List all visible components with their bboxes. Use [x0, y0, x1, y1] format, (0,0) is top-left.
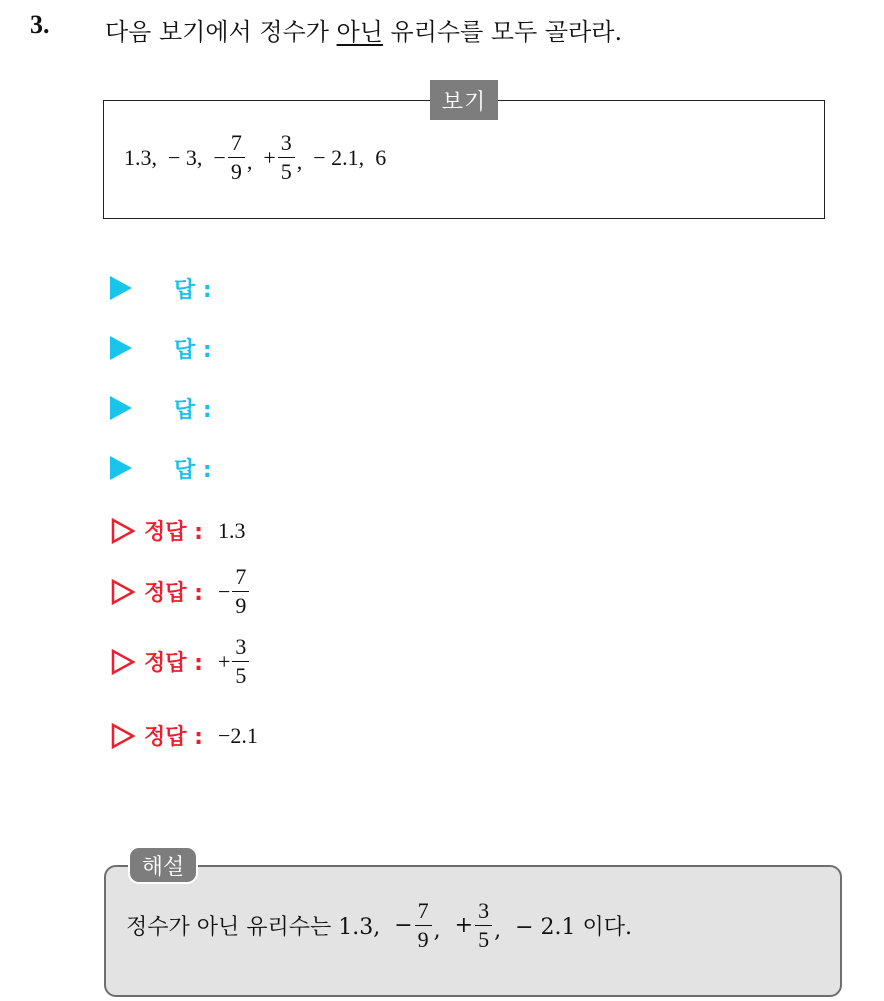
fraction-denominator: 9 — [232, 591, 249, 617]
question-text-before: 다음 보기에서 정수가 — [105, 18, 337, 46]
explanation-comma-3: , — [494, 918, 502, 943]
outline-triangle-icon — [110, 578, 136, 606]
fraction-denominator: 9 — [415, 925, 432, 951]
explanation-text — [126, 900, 632, 951]
fraction-numerator: 7 — [230, 130, 242, 155]
bogi-item-3-sign: − — [213, 144, 226, 170]
bogi-item-6: 6 — [375, 144, 387, 170]
play-triangle-icon — [110, 276, 132, 300]
correct-value-3-sign: + — [218, 648, 231, 674]
answer-label: 답 : — [174, 277, 212, 303]
correct-label: 정답 : — [144, 520, 203, 545]
correct-value-2 — [218, 566, 251, 617]
correct-answer-row — [110, 566, 251, 617]
play-triangle-icon — [110, 336, 132, 360]
correct-value-3-fraction — [232, 636, 249, 687]
correct-value-3 — [218, 636, 251, 687]
correct-label: 정답 : — [144, 651, 203, 676]
answer-row[interactable] — [110, 333, 212, 363]
correct-answer-row — [110, 636, 251, 687]
answer-row[interactable] — [110, 393, 212, 423]
question-text — [105, 12, 622, 47]
correct-value-1: 1.3 — [218, 517, 246, 543]
bogi-item-3-fraction — [228, 132, 245, 183]
bogi-content — [124, 132, 386, 183]
correct-label: 정답 : — [144, 725, 203, 750]
explanation-suffix: − 2.1 이다. — [515, 915, 633, 940]
explanation-comma-2: , — [433, 918, 441, 943]
correct-value-4: −2.1 — [218, 722, 258, 748]
bogi-item-2: − 3, — [168, 144, 203, 170]
fraction-numerator: 3 — [478, 898, 490, 923]
outline-triangle-icon — [110, 648, 136, 676]
explanation-prefix: 정수가 아닌 유리수는 1.3, — [126, 915, 381, 940]
explanation-label: 해설 — [128, 846, 198, 884]
question-number: 3. — [30, 10, 50, 39]
bogi-item-4-sign: + — [263, 144, 276, 170]
fraction-denominator: 5 — [278, 157, 295, 183]
outline-triangle-icon — [110, 517, 136, 545]
bogi-item-5: − 2.1, — [313, 144, 365, 170]
correct-label: 정답 : — [144, 581, 203, 606]
bogi-item-1: 1.3, — [124, 144, 157, 170]
explanation-sign-2: − — [394, 913, 413, 938]
explanation-sign-3: + — [454, 913, 474, 938]
correct-answer-row — [110, 515, 246, 546]
explanation-fraction-3 — [475, 900, 492, 951]
play-triangle-icon — [110, 456, 132, 480]
bogi-item-4-comma: , — [296, 149, 303, 174]
fraction-numerator: 7 — [235, 564, 247, 589]
correct-value-2-sign: − — [218, 578, 231, 604]
fraction-denominator: 5 — [475, 925, 492, 951]
bogi-item-4-fraction — [278, 132, 295, 183]
question-text-after: 유리수를 모두 골라라. — [382, 18, 623, 46]
bogi-label: 보기 — [430, 80, 498, 120]
answer-label: 답 : — [174, 337, 212, 363]
fraction-numerator: 7 — [417, 898, 429, 923]
play-triangle-icon — [110, 396, 132, 420]
outline-triangle-icon — [110, 722, 136, 750]
answer-row[interactable] — [110, 453, 212, 483]
fraction-numerator: 3 — [280, 130, 292, 155]
explanation-fraction-2 — [415, 900, 432, 951]
answer-label: 답 : — [174, 457, 212, 483]
fraction-denominator: 5 — [232, 661, 249, 687]
fraction-denominator: 9 — [228, 157, 245, 183]
answer-row[interactable] — [110, 273, 212, 303]
fraction-numerator: 3 — [235, 634, 247, 659]
correct-answer-row — [110, 720, 258, 751]
answer-label: 답 : — [174, 397, 212, 423]
bogi-item-3-comma: , — [246, 149, 253, 174]
correct-value-2-fraction — [232, 566, 249, 617]
question-text-underlined: 아닌 — [336, 18, 383, 46]
